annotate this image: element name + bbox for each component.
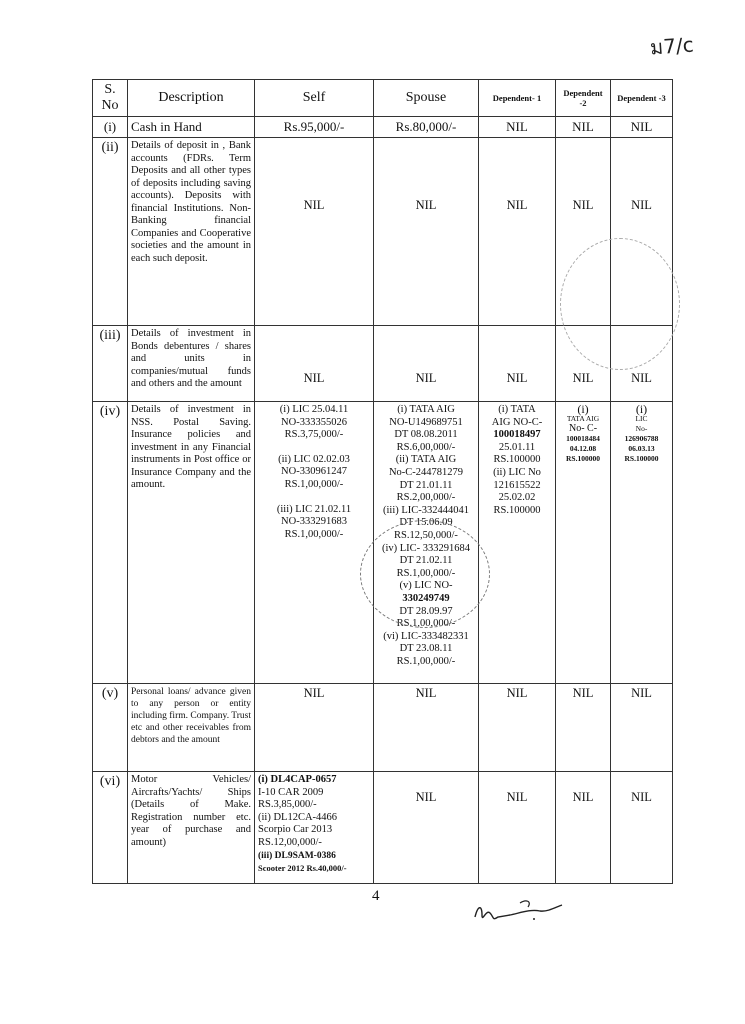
spouse-line: (v) LIC NO- xyxy=(399,580,453,592)
self-line: (iii) LIC 21.02.11 xyxy=(276,503,352,515)
spouse-line: DT 15.06.09 xyxy=(399,517,453,529)
dep3-line: LIC xyxy=(635,414,648,423)
self-line: RS.1,00,000/- xyxy=(284,478,344,490)
dep1-line: RS.100000 xyxy=(493,504,541,516)
row-dependent-3: NIL xyxy=(611,326,673,402)
row-dependent-1: NIL xyxy=(479,117,556,138)
row-description: Cash in Hand xyxy=(128,117,255,138)
header-description: Description xyxy=(128,80,255,117)
dep3-line: No- xyxy=(635,424,648,433)
dep1-line: (i) TATA xyxy=(498,404,536,415)
row-sno: (vi) xyxy=(93,772,128,884)
spouse-line: DT 21.02.11 xyxy=(399,555,453,567)
seal-stamp xyxy=(360,520,490,628)
self-line: NO-330961247 xyxy=(281,466,347,478)
header-dependent-3: Dependent -3 xyxy=(611,80,673,117)
row-dependent-2 xyxy=(556,402,611,684)
row-description: Motor Vehicles/ Aircrafts/Yachts/ Ships (Details of Make. Registration number etc. year of purchase and amount) xyxy=(128,772,255,884)
row-self: NIL xyxy=(255,138,374,326)
faint-seal-stamp xyxy=(560,238,680,370)
page-number: 4 xyxy=(372,888,380,904)
dep3-line: 06.03.13 xyxy=(628,444,655,453)
spouse-line: (i) TATA AIG xyxy=(397,404,455,415)
row-self: NIL xyxy=(255,684,374,772)
corner-annotation: ม7/c xyxy=(649,32,695,60)
spouse-line: DT 28.09.97 xyxy=(399,605,453,617)
row-dependent-2: NIL xyxy=(556,772,611,884)
row-description: Personal loans/ advance given to any person or entity including firm. Company. Trust etc and other receivables from debtors and the amount xyxy=(128,684,255,772)
row-sno: (iv) xyxy=(93,402,128,684)
table-row xyxy=(93,402,673,684)
spouse-line: NO-U149689751 xyxy=(389,416,463,428)
dep1-line: 25.01.11 xyxy=(498,441,536,453)
row-spouse: NIL xyxy=(374,138,479,326)
row-sno: (i) xyxy=(93,117,128,138)
row-dependent-3: NIL xyxy=(611,117,673,138)
dep1-line: 100018497 xyxy=(493,429,541,441)
row-self: NIL xyxy=(255,326,374,402)
self-line: (i) LIC 25.04.11 xyxy=(279,404,349,415)
row-dependent-3: NIL xyxy=(611,772,673,884)
row-dependent-3: NIL xyxy=(611,138,673,326)
row-spouse: Rs.80,000/- xyxy=(374,117,479,138)
table-row xyxy=(93,684,673,772)
spouse-line: DT 21.01.11 xyxy=(399,479,453,491)
dep1-line: 25.02.02 xyxy=(498,492,536,504)
table-row xyxy=(93,117,673,138)
row-description: Details of deposit in , Bank accounts (FDRs. Term Deposits and all other types of deposits including saving accounts). Deposits with financial Institutions. Non-Banking financial Companies and Cooperative societies and the amount in each such deposit. xyxy=(128,138,255,326)
dep1-line: RS.100000 xyxy=(493,454,541,466)
spouse-line: (vi) LIC-333482331 xyxy=(383,630,469,642)
spouse-line: No-C-244781279 xyxy=(388,466,464,478)
row-dependent-3: NIL xyxy=(611,684,673,772)
self-line: Scooter 2012 Rs.40,000/- xyxy=(258,863,347,874)
spouse-line: (iv) LIC- 333291684 xyxy=(381,542,471,554)
header-spouse: Spouse xyxy=(374,80,479,117)
self-line: NO-333355026 xyxy=(281,416,347,428)
dep3-line: 126906788 xyxy=(624,434,659,443)
self-line: RS.1,00,000/- xyxy=(284,528,344,540)
row-dependent-2: NIL xyxy=(556,326,611,402)
row-dependent-2: NIL xyxy=(556,138,611,326)
dep1-line: 121615522 xyxy=(493,479,541,491)
row-self xyxy=(255,402,374,684)
self-line: I-10 CAR 2009 xyxy=(258,786,324,798)
row-spouse xyxy=(374,402,479,684)
row-sno: (iii) xyxy=(93,326,128,402)
dep2-line: (i) xyxy=(577,402,589,416)
header-dependent-2: Dependent -2 xyxy=(556,80,611,117)
row-description: Details of investment in Bonds debentures / shares and units in companies/mutual funds and others and the amount xyxy=(128,326,255,402)
self-line xyxy=(258,442,370,454)
row-sno: (v) xyxy=(93,684,128,772)
spouse-line: 330249749 xyxy=(402,592,450,604)
row-self xyxy=(255,772,374,884)
self-line: RS.3,75,000/- xyxy=(284,429,344,441)
header-row xyxy=(93,80,673,117)
dep1-line: (ii) LIC No xyxy=(493,466,541,478)
self-line: RS.3,85,000/- xyxy=(258,799,317,811)
row-dependent-1: NIL xyxy=(479,684,556,772)
row-spouse: NIL xyxy=(374,772,479,884)
spouse-line: DT 23.08.11 xyxy=(399,643,453,655)
row-dependent-3 xyxy=(611,402,673,684)
spouse-line: RS.1,00,000/- xyxy=(396,618,456,630)
row-dependent-2: NIL xyxy=(556,684,611,772)
spouse-line: RS.2,00,000/- xyxy=(396,492,456,504)
self-line: (ii) DL12CA-4466 xyxy=(258,811,338,823)
self-line: (ii) LIC 02.02.03 xyxy=(278,453,350,465)
spouse-line: RS.1,00,000/- xyxy=(396,655,456,667)
dep1-line: AIG NO-C- xyxy=(491,416,543,428)
dep2-line: 100018484 xyxy=(566,434,600,443)
spouse-line: DT 08.08.2011 xyxy=(394,429,458,441)
header-dependent-1: Dependent- 1 xyxy=(479,80,556,117)
row-spouse: NIL xyxy=(374,684,479,772)
self-line: NO-333291683 xyxy=(281,516,347,528)
row-description: Details of investment in NSS. Postal Saving. Insurance policies and investment in any Financial instruments in Post office or Insurance Company and the amount. xyxy=(128,402,255,684)
spouse-line: (ii) TATA AIG xyxy=(395,454,457,466)
spouse-line: RS.1,00,000/- xyxy=(396,567,456,579)
dep2-line: TATA AIG xyxy=(566,414,600,423)
row-sno: (ii) xyxy=(93,138,128,326)
dep2-line: RS.100000 xyxy=(566,454,600,463)
table-row xyxy=(93,772,673,884)
signature xyxy=(470,895,565,935)
spouse-line: RS.12,50,000/- xyxy=(394,529,458,541)
dep3-line: RS.100000 xyxy=(624,454,659,463)
self-line: RS.12,00,000/- xyxy=(258,836,322,848)
row-dependent-1: NIL xyxy=(479,138,556,326)
dep2-line: 04.12.08 xyxy=(569,444,597,453)
dep2-line: No- C- xyxy=(568,423,598,434)
row-dependent-2: NIL xyxy=(556,117,611,138)
row-dependent-1: NIL xyxy=(479,772,556,884)
self-line xyxy=(258,492,370,504)
row-spouse: NIL xyxy=(374,326,479,402)
spouse-line: RS.6,00,000/- xyxy=(396,441,456,453)
row-dependent-1: NIL xyxy=(479,326,556,402)
row-self: Rs.95,000/- xyxy=(255,117,374,138)
self-line: (iii) DL9SAM-0386 xyxy=(258,850,336,861)
self-line: Scorpio Car 2013 xyxy=(258,824,333,836)
assets-table xyxy=(92,79,673,884)
spouse-line: (iii) LIC-332444041 xyxy=(382,504,470,516)
header-self: Self xyxy=(255,80,374,117)
dep3-line: (i) xyxy=(635,402,648,416)
row-dependent-1 xyxy=(479,402,556,684)
header-sno: S. No xyxy=(93,80,128,117)
self-line: (i) DL4CAP-0657 xyxy=(258,774,337,785)
